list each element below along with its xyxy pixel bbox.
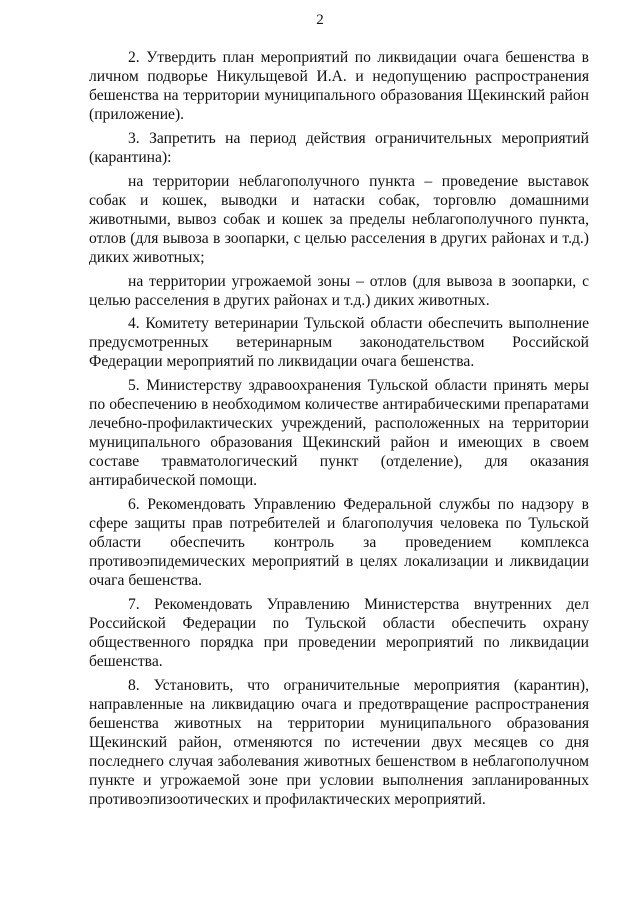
paragraph-8: 8. Установить, что ограничительные мероприятия (карантин), направленные на ликвидацию очага и предотвращение распространения бешенства животных на территории муниципального образования Щекинский район, отменяются по истечении двух месяцев со дня последнего случая заболевания животных бешенством в неблагополучном пункте и угрожаемой зоне при условии выполнения запланированных противоэпизоотических и профилактических мероприятий. — [89, 676, 589, 809]
paragraph-3: 3. Запретить на период действия ограничительных мероприятий (карантина): — [89, 129, 589, 166]
paragraph-3-item-2: на территории угрожаемой зоны – отлов (для вывоза в зоопарки, с целью расселения в других районах и т.д.) диких животных. — [89, 272, 589, 309]
paragraph-2: 2. Утвердить план мероприятий по ликвидации очага бешенства в личном подворье Никульщевой И.А. и недопущению распространения бешенства на территории муниципального образования Щекинский район (приложение). — [89, 49, 589, 124]
document-body — [89, 48, 589, 814]
paragraph-3-item-1: на территории неблагополучного пункта – проведение выставок собак и кошек, выводки и натаски собак, торговлю домашними животными, вывоз собак и кошек за пределы неблагополучного пункта, отлов (для вывоза в зоопарки, с целью расселения в других районах и т.д.) диких животных; — [89, 172, 589, 266]
paragraph-6: 6. Рекомендовать Управлению Федеральной службы по надзору в сфере защиты прав потребителей и благополучия человека по Тульской области обеспечить контроль за проведением комплекса противоэпидемических мероприятий в целях локализации и ликвидации очага бешенства. — [89, 496, 589, 590]
paragraph-7: 7. Рекомендовать Управлению Министерства внутренних дел Российской Федерации по Тульской области обеспечить охрану общественного порядка при проведении мероприятий по ликвидации бешенства. — [89, 596, 589, 671]
paragraph-5: 5. Министерству здравоохранения Тульской области принять меры по обеспечению в необходимом количестве антирабическими препаратами лечебно-профилактических учреждений, расположенных на территории муниципального образования Щекинский район и имеющих в своем составе травматологический пункт (отделение), для оказания антирабической помощи. — [89, 377, 589, 490]
page-number: 2 — [316, 12, 324, 28]
paragraph-4: 4. Комитету ветеринарии Тульской области обеспечить выполнение предусмотренных ветеринарным законодательством Российской Федерации мероприятий по ликвидации очага бешенства. — [89, 315, 589, 371]
